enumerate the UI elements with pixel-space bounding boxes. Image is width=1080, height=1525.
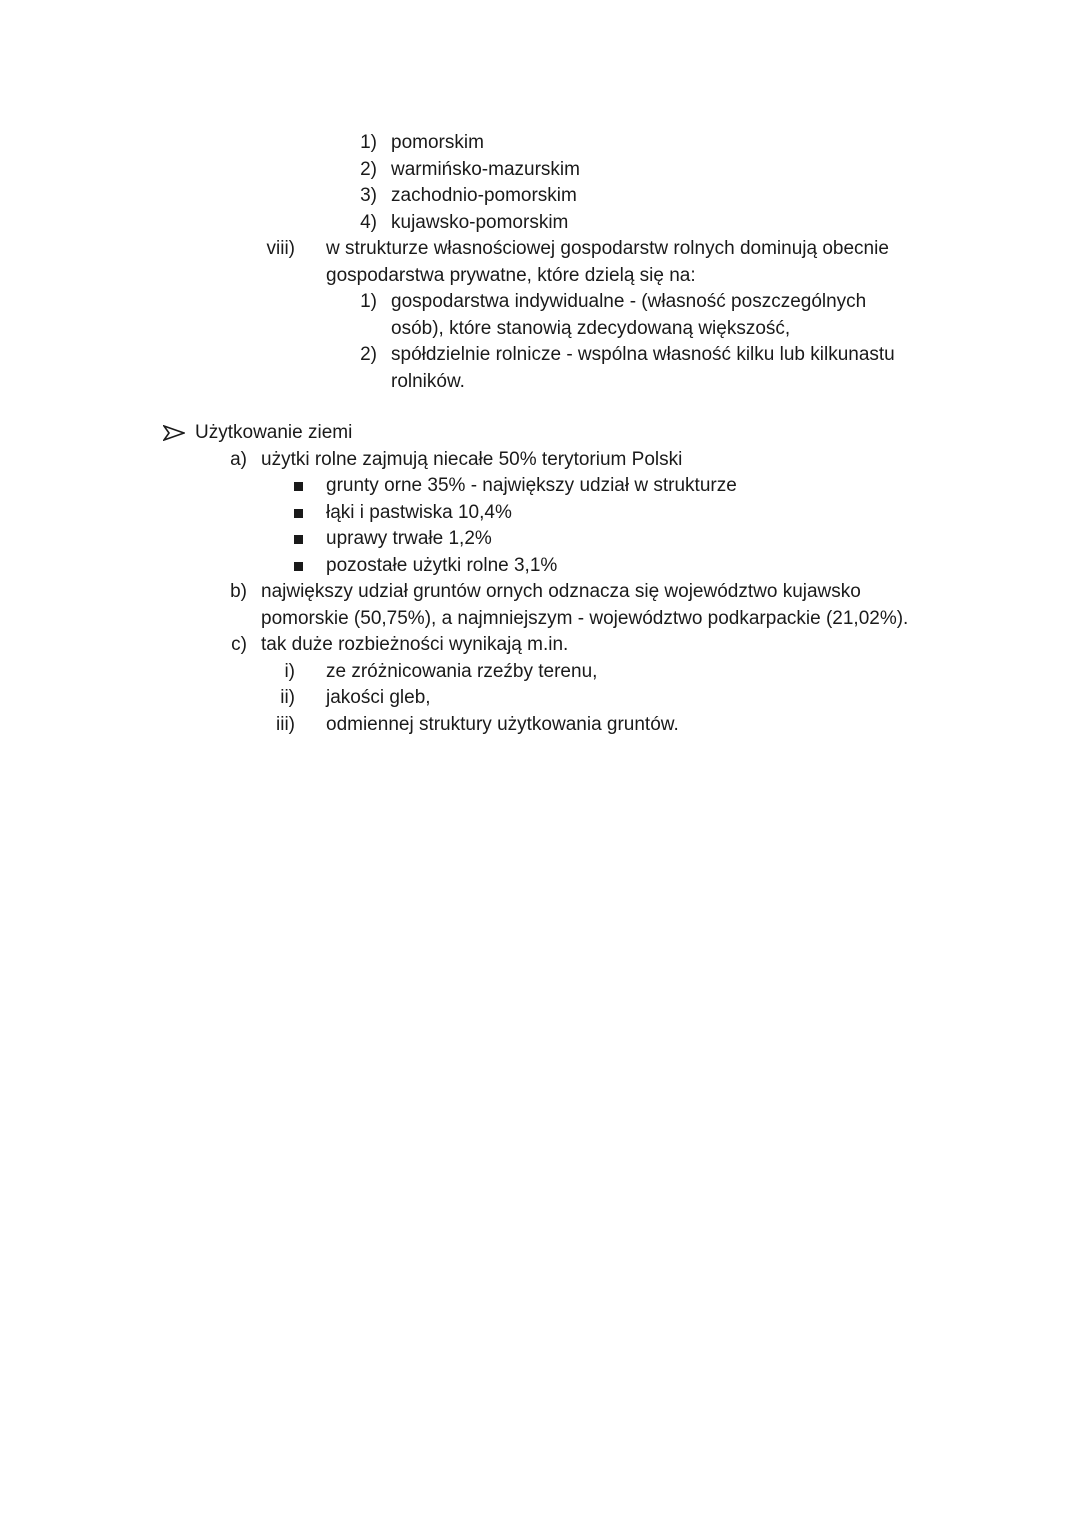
list-item-text: użytki rolne zajmują niecałe 50% terytorium Polski bbox=[261, 448, 683, 470]
list-item-text: warmińsko-mazurskim bbox=[391, 158, 580, 180]
list-item-text: kujawsko-pomorskim bbox=[391, 211, 569, 233]
paragraph-line: gospodarstwa prywatne, które dzielą się na: bbox=[326, 264, 696, 286]
roman-marker: ii) bbox=[280, 687, 295, 708]
roman-marker: viii) bbox=[266, 238, 295, 259]
list-item-text: zachodnio-pomorskim bbox=[391, 185, 577, 206]
letter-marker: c) bbox=[231, 634, 247, 655]
list-item-marker: 1) bbox=[360, 132, 377, 153]
list-item-text: odmiennej struktury użytkowania gruntów. bbox=[326, 713, 679, 735]
square-bullet-icon bbox=[294, 509, 303, 518]
letter-marker: a) bbox=[230, 448, 247, 470]
list-item-marker: 3) bbox=[360, 185, 377, 206]
square-bullet-icon bbox=[294, 535, 303, 544]
list-item-text: tak duże rozbieżności wynikają m.in. bbox=[261, 634, 569, 655]
bullet-text: łąki i pastwiska 10,4% bbox=[326, 501, 512, 523]
bullet-text: grunty orne 35% - największy udział w strukturze bbox=[326, 475, 737, 496]
list-item-text: jakości gleb, bbox=[326, 687, 431, 708]
list-item-text: spółdzielnie rolnicze - wspólna własność kilku lub kilkunastu bbox=[391, 344, 895, 365]
list-item-text: gospodarstwa indywidualne - (własność poszczególnych bbox=[391, 291, 867, 312]
list-item-text: pomorskim bbox=[391, 132, 484, 153]
letter-marker: b) bbox=[230, 581, 247, 602]
list-item-text: ze zróżnicowania rzeźby terenu, bbox=[326, 660, 598, 682]
bullet-text: uprawy trwałe 1,2% bbox=[326, 528, 492, 549]
square-bullet-icon bbox=[294, 482, 303, 491]
section-heading: Użytkowanie ziemi bbox=[195, 422, 353, 443]
paragraph-line: w strukturze własnościowej gospodarstw rolnych dominują obecnie bbox=[326, 238, 889, 259]
list-item-marker: 4) bbox=[360, 211, 377, 233]
paragraph-line: największy udział gruntów ornych odznacza się województwo kujawsko bbox=[261, 581, 861, 602]
list-item-marker: 2) bbox=[360, 344, 377, 365]
arrow-bullet-icon bbox=[163, 425, 185, 441]
bullet-text: pozostałe użytki rolne 3,1% bbox=[326, 554, 558, 576]
paragraph-line: pomorskie (50,75%), a najmniejszym - województwo podkarpackie (21,02%). bbox=[261, 607, 909, 629]
square-bullet-icon bbox=[294, 562, 303, 571]
roman-marker: iii) bbox=[276, 713, 295, 735]
list-item-text: osób), które stanowią zdecydowaną większość, bbox=[391, 317, 791, 339]
list-item-text: rolników. bbox=[391, 370, 465, 392]
list-item-marker: 2) bbox=[360, 158, 377, 180]
roman-marker: i) bbox=[284, 660, 295, 682]
list-item-marker: 1) bbox=[360, 291, 377, 312]
